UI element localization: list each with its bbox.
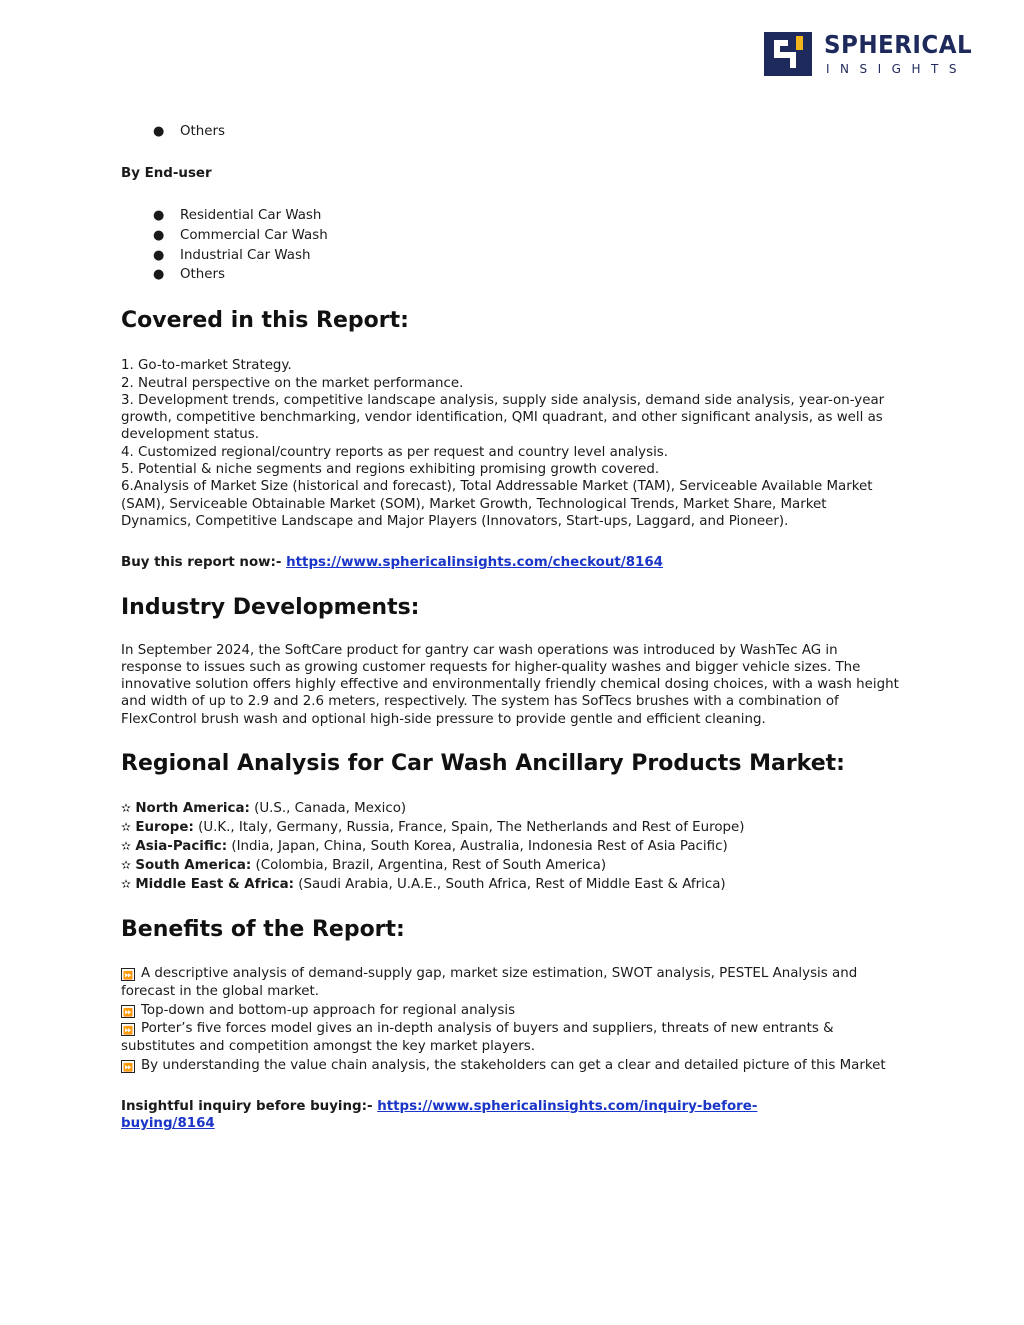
list-item: ● Commercial Car Wash	[121, 226, 901, 246]
list-item: ● Others	[121, 265, 901, 285]
benefits-heading: Benefits of the Report:	[121, 917, 405, 943]
benefits-list	[121, 965, 901, 1075]
inquiry-link[interactable]: https://www.sphericalinsights.com/inquiry-before- buying/8164	[121, 1098, 758, 1132]
region-item: ✫ Middle East & Africa: (Saudi Arabia, U.A.E., South Africa, Rest of Middle East & Africa)	[121, 877, 726, 893]
region-item: ✫ North America: (U.S., Canada, Mexico)	[121, 801, 407, 817]
covered-item: 6.Analysis of Market Size (historical and forecast), Total Addressable Market (TAM), Serviceable Available Market (SAM), Serviceable Obtainable Market (SOM), Market Growth, Technological Trends, Market Share, Market Dynamics, Competitive Landscape and Major Players (Innovators, Start-ups, Laggard, and Pioneer).	[121, 479, 873, 529]
bullet-icon: ●	[153, 267, 165, 283]
logo-wordmark: SPHERICAL	[824, 30, 973, 59]
regional-heading: Regional Analysis for Car Wash Ancillary Products Market:	[121, 751, 845, 777]
industry-heading: Industry Developments:	[121, 594, 420, 620]
bullet-icon: ●	[153, 208, 165, 224]
covered-item: 1. Go-to-market Strategy.	[121, 358, 292, 374]
star-icon: ✫	[121, 839, 132, 854]
industry-text: In September 2024, the SoftCare product for gantry car wash operations was introduced by WashTec AG in response to issues such as growing customer requests for higher-quality washes and bigger vehicle sizes. The innovative solution offers highly effective and environmentally friendly chemical dosing choices, with a wash height and width of up to 2.9 and 2.6 meters, respectively. The system has SofTecs brushes with a combination of FlexControl brush wash and optional high-side pressure to provide gentle and efficient cleaning.	[121, 642, 899, 727]
covered-item: 2. Neutral perspective on the market performance.	[121, 375, 464, 391]
covered-heading: Covered in this Report:	[121, 308, 409, 334]
covered-list	[121, 357, 901, 530]
covered-item: 4. Customized regional/country reports as per request and country level analysis.	[121, 444, 669, 460]
region-item: ✫ Asia-Pacific: (India, Japan, China, South Korea, Australia, Indonesia Rest of Asia Pacific)	[121, 839, 728, 855]
star-icon: ✫	[121, 820, 132, 835]
covered-item: 3. Development trends, competitive landscape analysis, supply side analysis, demand side analysis, year-on-year growth, competitive benchmarking, vendor identification, QMI quadrant, and other significant analysis, as well as development status.	[121, 392, 885, 443]
benefit-item: ⏩ Top-down and bottom-up approach for regional analysis	[121, 1002, 901, 1020]
region-item: ✫ Europe: (U.K., Italy, Germany, Russia, France, Spain, The Netherlands and Rest of Europe)	[121, 820, 745, 836]
star-icon: ✫	[121, 801, 132, 816]
region-item: ✫ South America: (Colombia, Brazil, Argentina, Rest of South America)	[121, 858, 607, 874]
covered-item: 5. Potential & niche segments and regions exhibiting promising growth covered.	[121, 462, 660, 478]
fast-forward-icon: ⏩	[121, 1060, 135, 1073]
inquiry-label: Insightful inquiry before buying:-	[121, 1098, 378, 1114]
regional-list	[121, 799, 901, 894]
bullet-icon: ●	[153, 124, 165, 139]
fast-forward-icon: ⏩	[121, 968, 135, 981]
benefit-item: ⏩ By understanding the value chain analysis, the stakeholders can get a clear and detailed picture of this Market	[121, 1057, 901, 1075]
buy-line	[121, 554, 901, 571]
benefit-item: ⏩ A descriptive analysis of demand-supply gap, market size estimation, SWOT analysis, PESTEL Analysis and forecast in the global market.	[121, 966, 858, 1000]
end-user-list	[121, 206, 901, 285]
star-icon: ✫	[121, 858, 132, 873]
logo-mark-icon	[764, 32, 812, 76]
bullet-icon: ●	[153, 247, 165, 263]
star-icon: ✫	[121, 877, 132, 892]
logo-subtitle: INSIGHTS	[826, 62, 967, 76]
inquiry-line	[121, 1098, 901, 1133]
fast-forward-icon: ⏩	[121, 1005, 135, 1018]
bullet-icon: ●	[153, 227, 165, 243]
buy-link[interactable]: https://www.sphericalinsights.com/checkout/8164	[286, 555, 663, 571]
buy-label: Buy this report now:-	[121, 555, 287, 571]
document-body	[121, 122, 901, 1132]
top-list	[121, 122, 901, 142]
benefit-item: ⏩ Porter’s five forces model gives an in-depth analysis of buyers and suppliers, threats of new entrants & substitutes and competition amongst the key market players.	[121, 1020, 834, 1055]
end-user-heading: By End-user	[121, 165, 212, 181]
list-item: ● Residential Car Wash	[121, 206, 901, 226]
list-item: ● Industrial Car Wash	[121, 246, 901, 266]
spherical-insights-logo	[764, 30, 974, 78]
fast-forward-icon: ⏩	[121, 1023, 135, 1036]
list-item: ● Others	[121, 122, 901, 142]
